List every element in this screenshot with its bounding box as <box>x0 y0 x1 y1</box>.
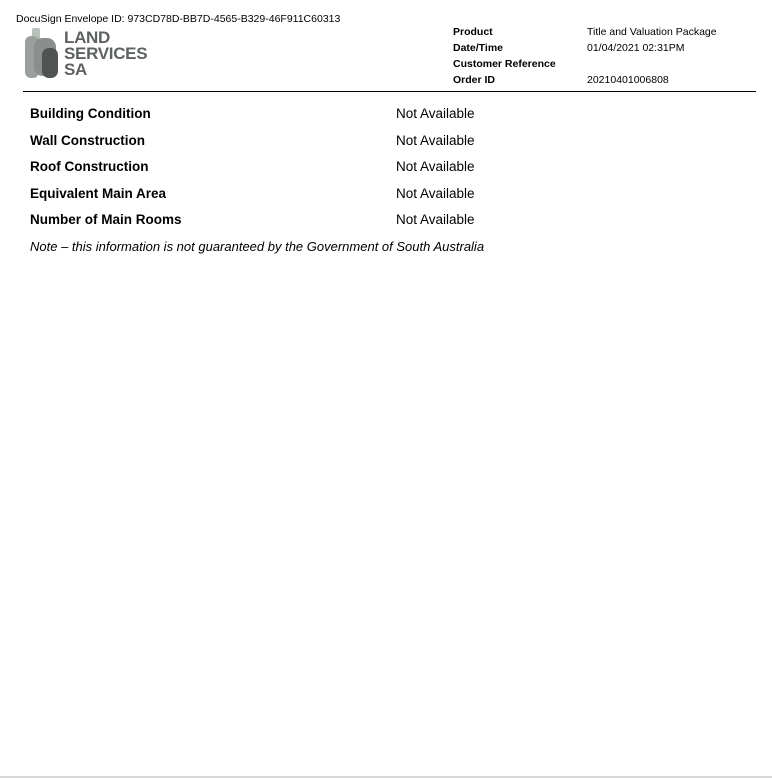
meta-row-datetime <box>453 40 717 56</box>
detail-label: Wall Construction <box>30 132 145 148</box>
logo-line-land: LAND <box>64 28 111 47</box>
property-details <box>30 104 730 237</box>
detail-row-roof-construction <box>30 157 730 184</box>
detail-row-building-condition <box>30 104 730 131</box>
detail-label: Number of Main Rooms <box>30 212 182 228</box>
detail-value: Not Available <box>396 106 475 121</box>
meta-row-order-id <box>453 72 717 88</box>
meta-row-product <box>453 24 717 40</box>
logo-line-services: SERVICES <box>64 44 148 63</box>
order-id-value: 20210401006808 <box>587 74 669 86</box>
detail-value: Not Available <box>396 185 475 201</box>
detail-value: Not Available <box>396 212 475 228</box>
datetime-value: 01/04/2021 02:31PM <box>587 42 685 54</box>
logo-line-sa: SA <box>64 60 88 79</box>
detail-value: Not Available <box>396 159 475 175</box>
detail-row-wall-construction <box>30 131 730 158</box>
logo-mark-icon <box>24 26 64 82</box>
disclaimer-note: Note – this information is not guaranteed by the Government of South Australia <box>30 239 485 254</box>
logo-text <box>64 30 147 78</box>
order-metadata <box>453 24 717 88</box>
envelope-id: DocuSign Envelope ID: 973CD78D-BB7D-4565-B329-46F911C60313 <box>16 13 341 25</box>
detail-row-number-of-main-rooms <box>30 210 730 237</box>
order-id-label: Order ID <box>453 74 496 86</box>
customer-reference-label: Customer Reference <box>453 58 556 70</box>
meta-row-customer-reference <box>453 56 717 72</box>
detail-row-equivalent-main-area <box>30 184 730 211</box>
land-services-sa-logo <box>24 26 154 82</box>
detail-label: Roof Construction <box>30 159 149 175</box>
product-label: Product <box>453 26 493 38</box>
product-value: Title and Valuation Package <box>587 26 717 38</box>
detail-label: Equivalent Main Area <box>30 185 167 201</box>
detail-label: Building Condition <box>30 106 151 121</box>
detail-value: Not Available <box>396 132 475 148</box>
datetime-label: Date/Time <box>453 42 503 54</box>
header-divider <box>23 91 756 92</box>
